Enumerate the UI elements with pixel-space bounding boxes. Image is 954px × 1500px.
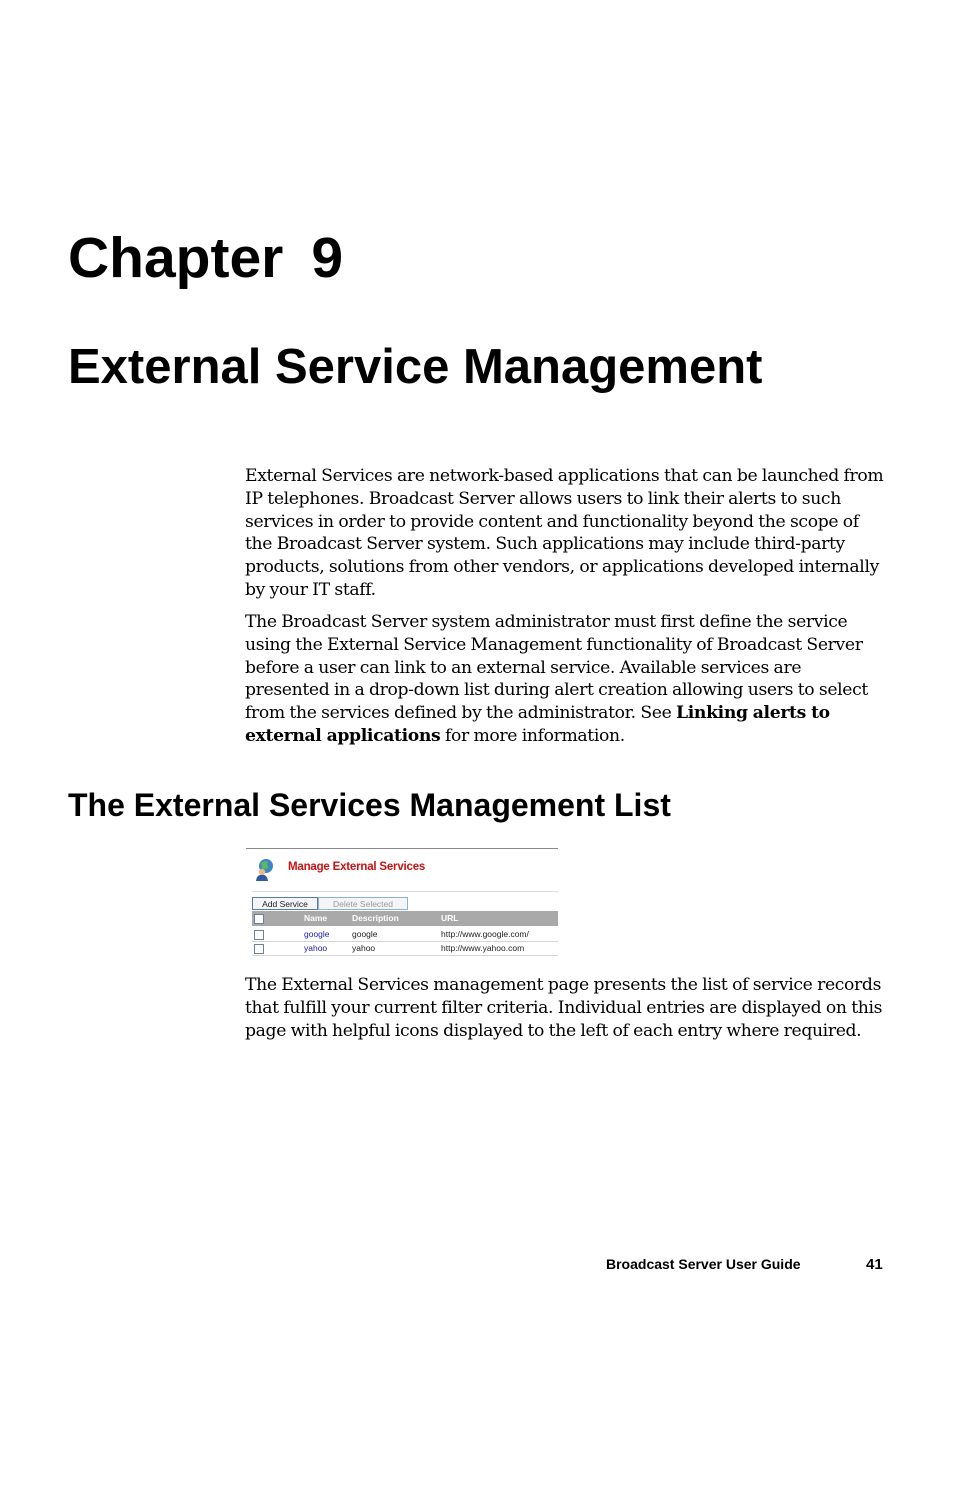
- intro-paragraph-2-tail: for more information.: [440, 725, 625, 746]
- add-service-button[interactable]: Add Service: [252, 897, 318, 910]
- column-description[interactable]: Description: [352, 913, 399, 923]
- chapter-heading: [68, 225, 343, 291]
- service-name-link[interactable]: yahoo: [304, 943, 328, 953]
- intro-paragraph-2-text: The Broadcast Server system administrator must first define the service using the External Service Management functionality of Broadcast Server before a user can link to an external service. Available services are presented in a drop-down list during alert creation allowing users to select from the services defined by the administrator. See: [245, 612, 868, 724]
- footer-guide-title: Broadcast Server User Guide: [606, 1256, 801, 1272]
- page-number: 41: [866, 1256, 883, 1273]
- intro-paragraph-1: External Services are network-based applications that can be launched from IP telephones. Broadcast Server allows users to link their alerts to such services in order to provide content and functionality beyond the scope of the Broadcast Server system. Such applications may include third-party products, solutions from other vendors, or applications developed internally by your IT staff.: [245, 466, 884, 600]
- column-url[interactable]: URL: [441, 913, 459, 923]
- service-url: http://www.google.com/: [441, 929, 529, 939]
- chapter-title: External Service Management: [68, 340, 763, 394]
- section-title: The External Services Management List: [68, 787, 671, 823]
- select-all-checkbox[interactable]: [254, 914, 264, 924]
- chapter-number: 9: [311, 226, 344, 290]
- chapter-label: Chapter: [68, 226, 284, 290]
- section-paragraph: The External Services management page presents the list of service records that fulfill your current filter criteria. Individual entries are displayed on this page with helpful icons displayed to the left of each entry where required.: [245, 975, 883, 1041]
- service-description: yahoo: [352, 943, 376, 953]
- table-row: [252, 941, 558, 956]
- divider: [252, 891, 558, 892]
- cross-reference-link[interactable]: Linking alerts to external applications: [245, 703, 830, 746]
- row-checkbox[interactable]: [254, 930, 264, 940]
- service-description: google: [352, 929, 378, 939]
- globe-user-icon: [254, 857, 276, 881]
- delete-selected-button[interactable]: Delete Selected: [318, 897, 408, 910]
- service-url: http://www.yahoo.com: [441, 943, 525, 953]
- service-name-link[interactable]: google: [304, 929, 330, 939]
- column-name[interactable]: Name: [304, 913, 328, 923]
- row-checkbox[interactable]: [254, 944, 264, 954]
- intro-paragraph-2: [245, 611, 885, 748]
- table-header: [252, 911, 558, 926]
- table-row: [252, 927, 558, 942]
- screenshot-title: Manage External Services: [288, 861, 426, 873]
- manage-external-services-screenshot: [246, 848, 558, 957]
